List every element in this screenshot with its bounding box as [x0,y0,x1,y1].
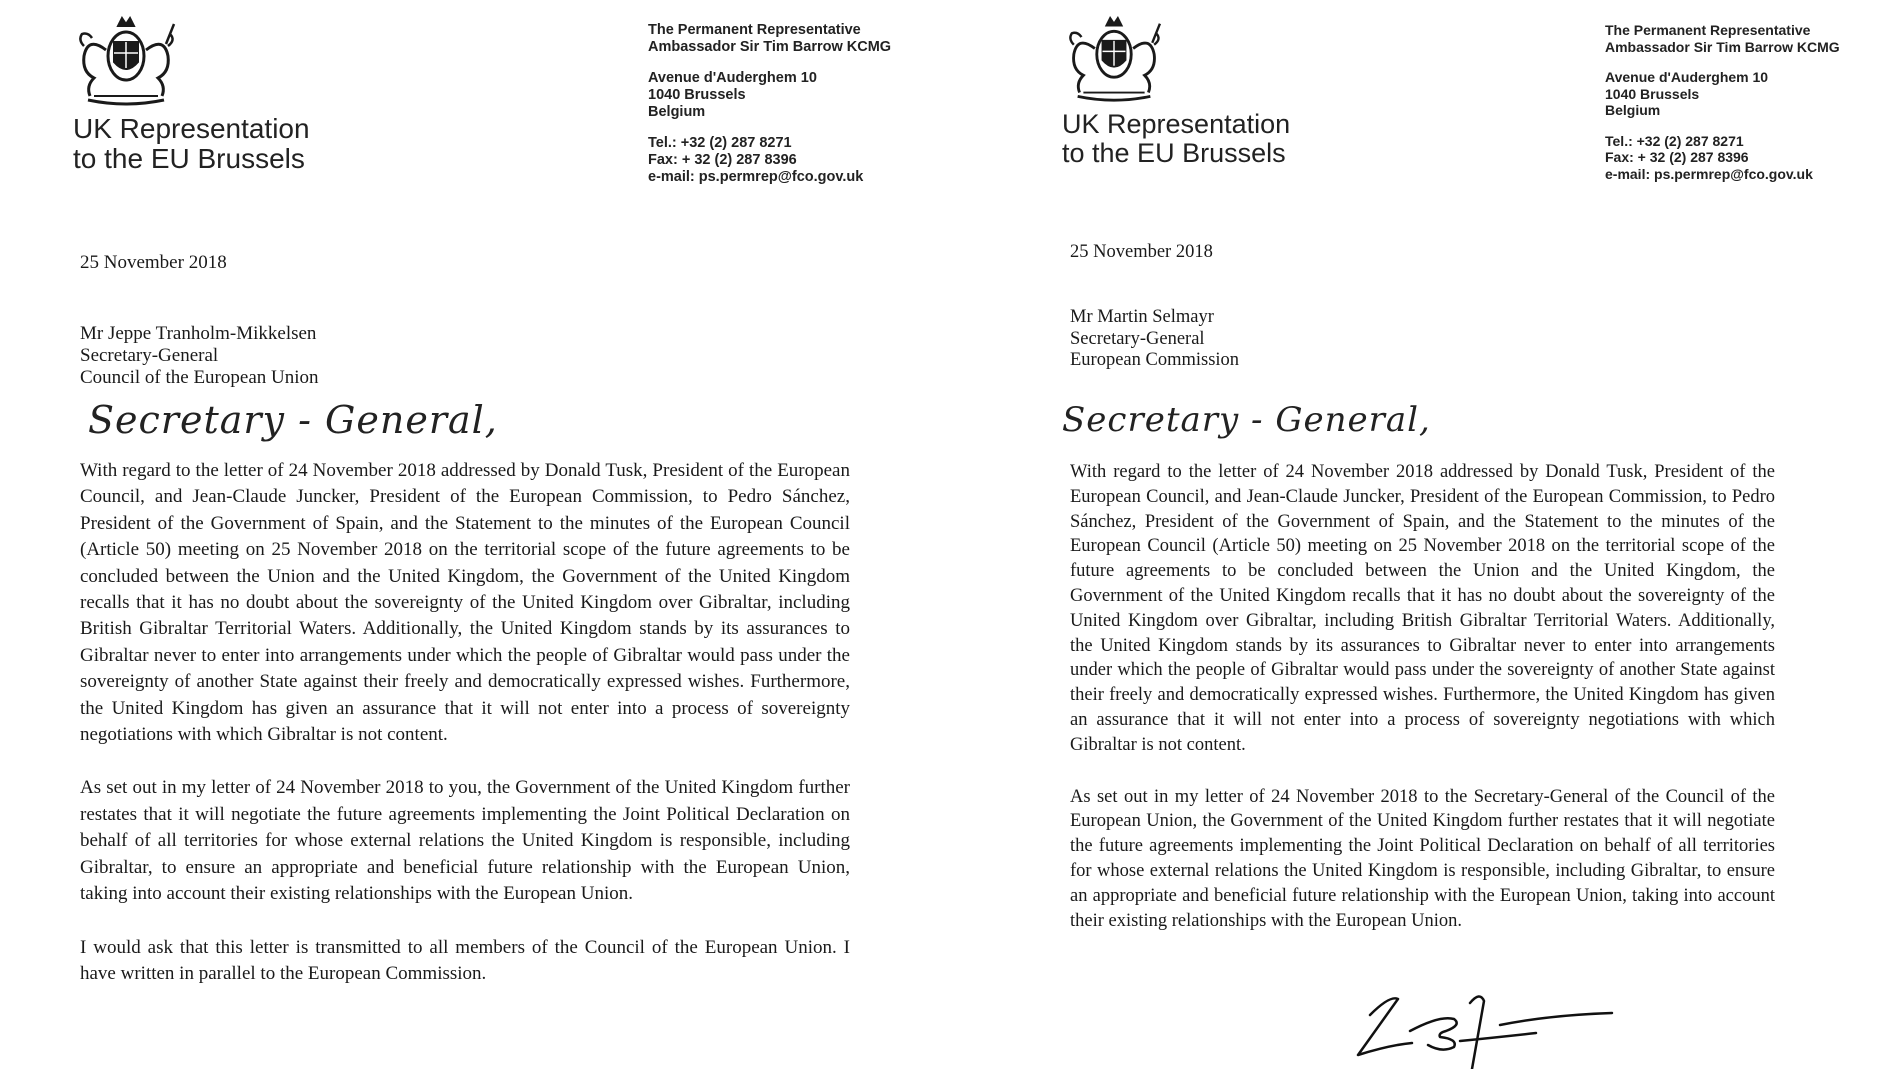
sender-tel: Tel.: +32 (2) 287 8271 [1605,132,1744,149]
addressee-org: Council of the European Union [80,367,319,388]
handwritten-salutation: Secretary - General, [1062,400,1431,440]
sender-tel: Tel.: +32 (2) 287 8271 [648,135,792,151]
addressee-name: Mr Martin Selmayr [1070,307,1214,327]
sender-address-line2: 1040 Brussels [648,87,746,103]
letter-body [1070,460,1775,960]
addressee-title: Secretary-General [80,345,219,366]
sender-email: e-mail: ps.permrep@fco.gov.uk [648,169,864,185]
royal-coat-of-arms-icon [70,16,182,108]
sender-block [1605,22,1840,182]
organisation-name [73,114,310,174]
letter-body [80,458,850,1014]
handwritten-signature-icon [1350,985,1630,1069]
sender-address-line1: Avenue d'Auderghem 10 [1605,69,1769,85]
body-paragraph: With regard to the letter of 24 November 2018 addressed by Donald Tusk, President of the European Council, and Jean-Claude Juncker, President of the European Commission, to Pedro Sánchez, President of the Government of Spain, and the Statement to the minutes of the European Council (Article 50) meeting on 25 November 2018 on the territorial scope of the future agreements to be concluded between the Union and the United Kingdom, the Government of the United Kingdom recalls that it has no doubt about the sovereignty of the United Kingdom over Gibraltar, including British Gibraltar Territorial Waters. Additionally, the United Kingdom stands by its assurances to Gibraltar never to enter into arrangements under which the people of Gibraltar would pass under the sovereignty of another State against their freely and democratically expressed wishes. Furthermore, the United Kingdom has given an assurance that it will not enter into a process of sovereignty negotiations with which Gibraltar is not content. [80,460,850,746]
organisation-name [1062,110,1290,168]
addressee-block [1070,307,1239,372]
body-paragraph: As set out in my letter of 24 November 2018 to you, the Government of the United Kingdom further restates that it will negotiate the future agreements implementing the Joint Political Declaration on behalf of all territories for whose external relations the United Kingdom is responsible, including Gibraltar, to ensure an appropriate and beneficial future relationship with the European Union, taking into account their existing relationships with the European Union. [80,777,850,905]
sender-address-line3: Belgium [648,104,706,120]
sender-fax: Fax: + 32 (2) 287 8396 [648,152,797,168]
sender-address-line3: Belgium [1605,102,1661,118]
body-paragraph: With regard to the letter of 24 November 2018 addressed by Donald Tusk, President of the European Council, and Jean-Claude Juncker, President of the European Commission, to Pedro Sánchez, President of the Government of Spain, and the Statement to the minutes of the European Council (Article 50) meeting on 25 November 2018 on the territorial scope of the future agreements to be concluded between the Union and the United Kingdom, the Government of the United Kingdom recalls that it has no doubt about the sovereignty of the United Kingdom over Gibraltar, including British Gibraltar Territorial Waters. Additionally, the United Kingdom stands by its assurances to Gibraltar never to enter into arrangements under which the people of Gibraltar would pass under the sovereignty of another State against their freely and democratically expressed wishes. Furthermore, the United Kingdom has given an assurance that it will not enter into a process of sovereignty negotiations with which Gibraltar is not content. [1070,462,1775,755]
handwritten-salutation: Secretary - General, [88,398,498,442]
body-paragraph: I would ask that this letter is transmitted to all members of the Council of the European Union. I have written in parallel to the European Commission. [80,936,850,984]
sender-email: e-mail: ps.permrep@fco.gov.uk [1605,165,1813,182]
organisation-name-line2: to the EU Brussels [73,143,305,174]
organisation-name-line1: UK Representation [1062,109,1291,139]
sender-fax: Fax: + 32 (2) 287 8396 [1605,149,1749,165]
sender-address-line2: 1040 Brussels [1605,85,1700,102]
addressee-org: European Commission [1070,350,1240,370]
letter-date: 25 November 2018 [80,252,227,273]
sender-title: The Permanent Representative [648,22,861,38]
sender-address-line1: Avenue d'Auderghem 10 [648,70,817,86]
sender-name: Ambassador Sir Tim Barrow KCMG [648,39,892,55]
organisation-name-line2: to the EU Brussels [1062,138,1286,168]
organisation-name-line1: UK Representation [73,113,310,144]
sender-name: Ambassador Sir Tim Barrow KCMG [1605,38,1840,55]
letter-date: 25 November 2018 [1070,242,1213,262]
addressee-title: Secretary-General [1070,328,1205,349]
addressee-name: Mr Jeppe Tranholm-Mikkelsen [80,323,317,344]
royal-coat-of-arms-icon [1060,16,1168,104]
addressee-block [80,323,319,389]
body-paragraph: As set out in my letter of 24 November 2018 to the Secretary-General of the Council of the European Union, the Government of the United Kingdom further restates that it will negotiate the future agreements implementing the Joint Political Declaration on behalf of all territories for whose external relations the United Kingdom is responsible, including Gibraltar, to ensure an appropriate and beneficial future relationship with the European Union, taking into account their existing relationships with the European Union. [1070,786,1775,931]
letter-commission [985,0,1900,1069]
sender-block [648,22,891,186]
sender-title: The Permanent Representative [1605,22,1811,38]
